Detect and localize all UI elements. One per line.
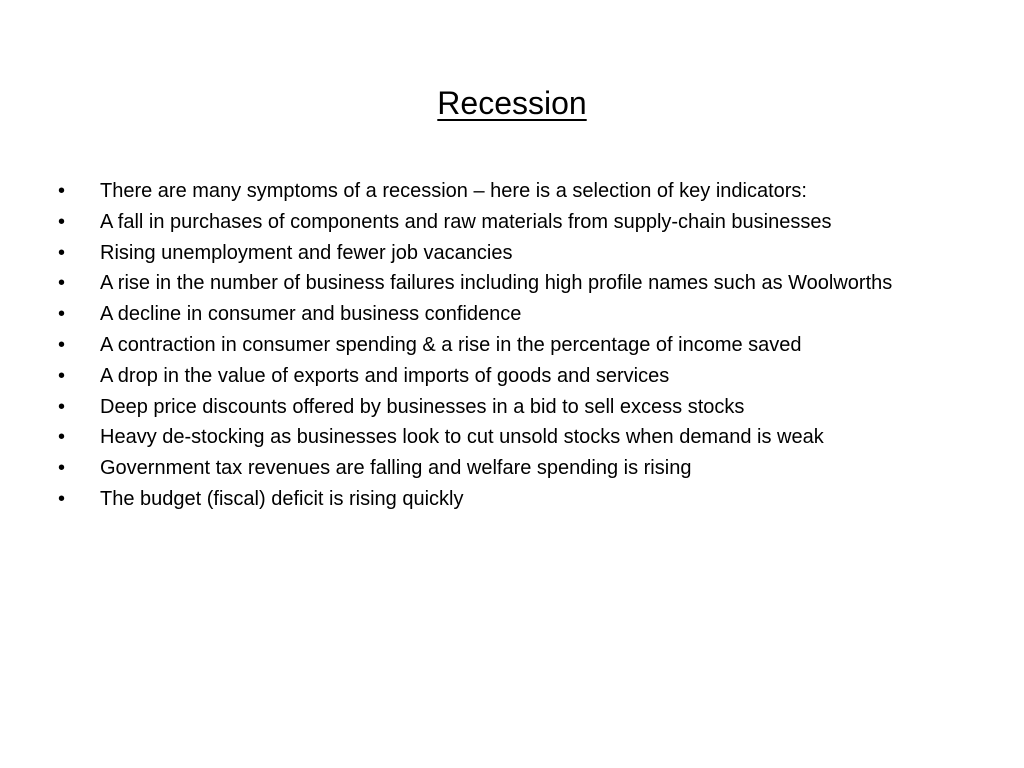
bullet-text: A drop in the value of exports and imports of goods and services [100,364,670,387]
bullet-item [58,457,978,479]
bullet-text: A decline in consumer and business confidence [100,303,522,326]
bullet-icon: • [58,180,66,202]
slide-title [0,82,1024,124]
bullet-icon: • [58,241,66,264]
bullet-icon: • [58,333,66,356]
bullet-item [58,365,978,387]
bullet-item [58,303,978,325]
bullet-text: There are many symptoms of a recession – here is a selection of key indicators: [100,180,807,202]
bullet-text: Government tax revenues are falling and welfare spending is rising [100,457,692,480]
bullet-text: A fall in purchases of components and raw materials from supply-chain businesses [100,210,832,233]
bullet-icon: • [58,272,66,295]
bullet-text: The budget (fiscal) deficit is rising quickly [100,487,464,510]
bullet-icon: • [58,303,66,326]
bullet-item [58,396,978,418]
bullet-item [58,426,978,448]
bullet-item [58,272,978,294]
bullet-icon: • [58,210,66,233]
slide-title-text: Recession [437,85,587,121]
bullet-text: Rising unemployment and fewer job vacancies [100,241,513,264]
bullet-item [58,334,978,356]
bullet-text: A contraction in consumer spending & a rise in the percentage of income saved [100,333,802,356]
bullet-icon: • [58,426,66,449]
bullet-text: A rise in the number of business failures including high profile names such as Woolworths [100,272,893,295]
bullet-icon: • [58,487,66,510]
bullet-icon: • [58,457,66,480]
bullet-item [58,242,978,264]
bullet-item [58,211,978,233]
bullet-list [58,180,978,519]
bullet-item [58,488,978,510]
bullet-icon: • [58,395,66,418]
bullet-text: Heavy de-stocking as businesses look to cut unsold stocks when demand is weak [100,426,824,449]
bullet-item [58,180,978,202]
bullet-text: Deep price discounts offered by businesses in a bid to sell excess stocks [100,395,745,418]
bullet-icon: • [58,364,66,387]
